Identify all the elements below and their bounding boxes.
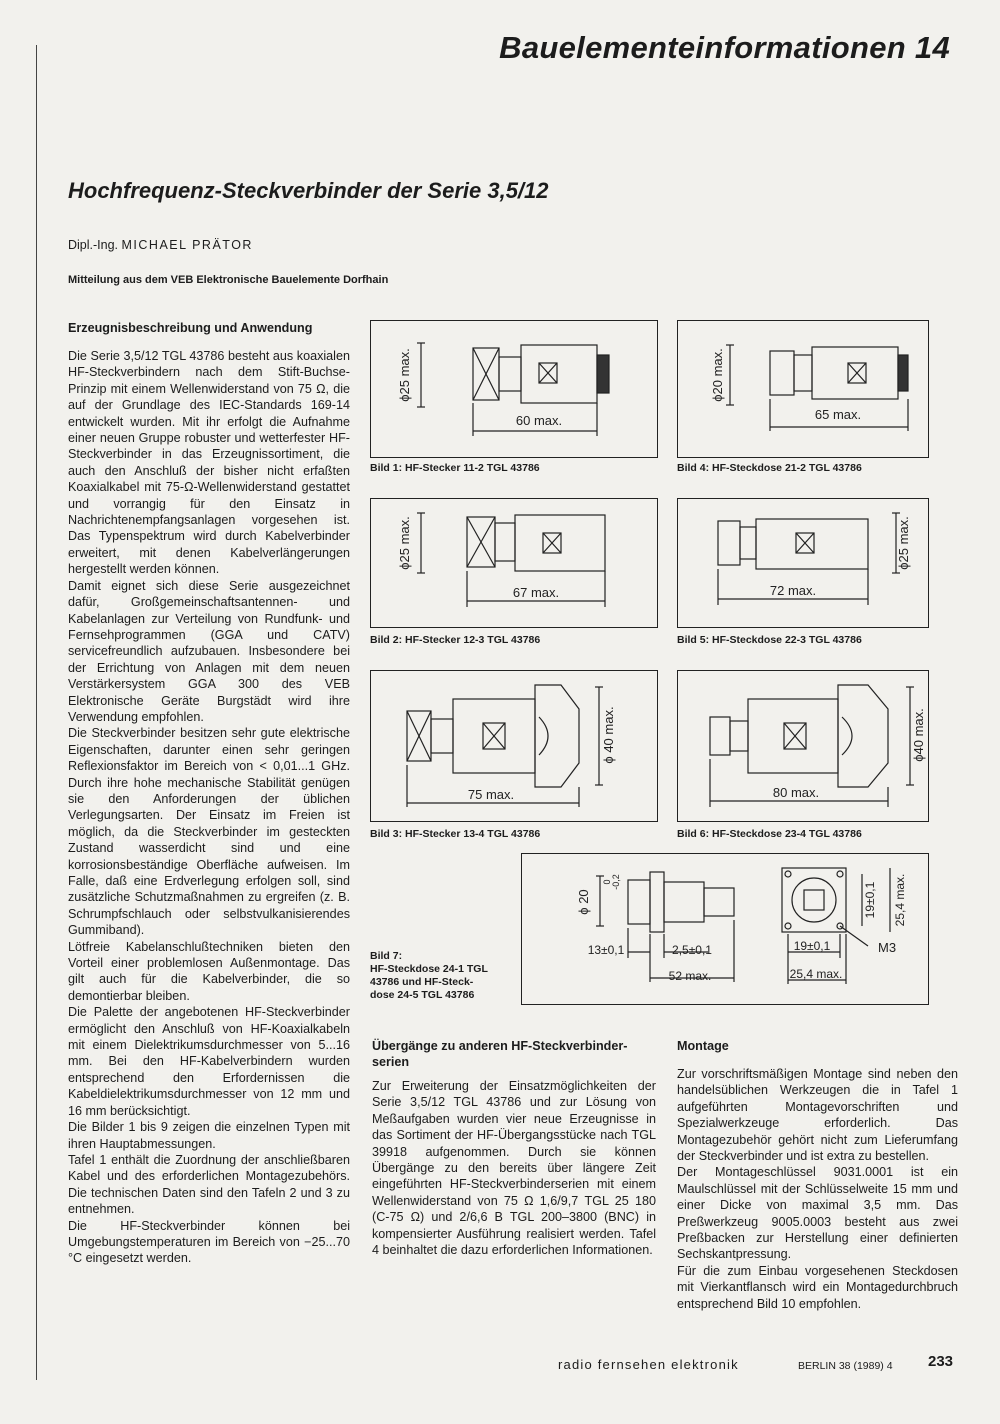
figure-6 bbox=[677, 670, 929, 822]
figure-1-dia-label: ϕ25 max. bbox=[397, 348, 412, 402]
figure-6-dia-label: ϕ40 max. bbox=[911, 708, 926, 762]
figure-4-drawing bbox=[678, 321, 928, 457]
figure-3-drawing bbox=[371, 671, 657, 821]
figure-3-dia-label: ϕ 40 max. bbox=[601, 706, 616, 764]
paragraph: Lötfreie Kabelanschlußtechniken bieten den Vorteil einer problemlosen Außenmontage. Das gilt auch für die Kabelverbinder, die so demontierbar bleiben. bbox=[68, 939, 350, 1003]
paragraph: Der Montageschlüssel 9031.0001 ist ein Maulschlüssel mit der Schlüsselweite 15 mm und einer Dicke von maximal 3,5 mm. Das Preßwerkzeug 9005.0003 besteht aus zwei Preßbacken zur Herstellung einer definierten Sechskantpressung. bbox=[677, 1165, 958, 1262]
figure-6-drawing bbox=[678, 671, 928, 821]
author-name: MICHAEL PRÄTOR bbox=[121, 238, 253, 252]
affiliation: Mitteilung aus dem VEB Elektronische Bauelemente Dorfhain bbox=[68, 274, 389, 286]
figure-2-len-label: 67 max. bbox=[512, 585, 560, 600]
paragraph: Zur Erweiterung der Einsatzmöglichkeiten der Serie 3,5/12 TGL 43786 und zur Lösung von Meßaufgaben wurden vier neue Erzeugnisse in das Sortiment der HF-Übergangsstücke nach TGL 39918 aufgenommen. Durch sie können Übergänge zu den bereits über längere Zeit eingeführten HF-Steckverbinderserien mit einem Wellenwiderstand von 75 Ω 1,6/9,7 TGL 25 180 (C-75 Ω) und 2/6,6 B TGL 200–3800 (BNC) in kompensierter Ausführung realisiert werden. Tafel 4 beinhaltet die dazu erforderlichen Informationen. bbox=[372, 1079, 656, 1258]
figure-7-dim-13: 13±0,1 bbox=[587, 943, 625, 957]
figure-7-tol-upper: 0 bbox=[602, 879, 612, 885]
figure-7-caption-line: HF-Steckdose 24-1 TGL bbox=[370, 963, 488, 975]
figure-2-drawing bbox=[371, 499, 657, 627]
figure-1-len-label: 60 max. bbox=[515, 413, 563, 428]
figure-1 bbox=[370, 320, 658, 458]
figure-3-len-label: 75 max. bbox=[467, 787, 515, 802]
figure-3-caption: Bild 3: HF-Stecker 13-4 TGL 43786 bbox=[370, 828, 541, 840]
left-column bbox=[68, 320, 350, 1267]
figure-7-dim-19-v: 19±0,1 bbox=[863, 881, 877, 919]
figure-1-drawing bbox=[371, 321, 657, 457]
figure-7-dia-label: ϕ 20 bbox=[576, 889, 591, 915]
figure-4-dia-label: ϕ20 max. bbox=[710, 348, 725, 402]
author-line bbox=[68, 238, 253, 252]
section-title: Bauelementeinformationen 14 bbox=[499, 30, 950, 65]
paragraph: Damit eignet sich diese Serie ausgezeichnet dafür, Großgemeinschaftsantennen- und Kabelanlagen zur Verteilung von Rundfunk- und Fernsehprogrammen (GGA und CATV) servicefreundlich aufzubauen. Insbesondere bei der Errichtung von Anlagen mit dem neuen Verstärkersystem GGA 300 des VEB Elektronische Geräte Burgstädt wird ihre Verwendung empfohlen. bbox=[68, 578, 350, 724]
paragraph: Tafel 1 enthält die Zuordnung der anschließbaren Kabel und des erforderlichen Montagezubehörs. Die technischen Daten sind den Tafeln 2 und 3 zu entnehmen. bbox=[68, 1152, 350, 1217]
paragraph: Die HF-Steckverbinder können bei Umgebungstemperaturen im Bereich von −25...70 °C eingesetzt werden. bbox=[68, 1218, 350, 1266]
paragraph: Für die zum Einbau vorgesehenen Steckdosen mit Vierkantflansch wird ein Montagedurchbruch entsprechend Bild 10 empfohlen. bbox=[677, 1263, 958, 1311]
figure-6-len-label: 80 max. bbox=[772, 785, 820, 800]
figure-7-caption-line: Bild 7: bbox=[370, 950, 403, 962]
figure-5 bbox=[677, 498, 929, 628]
footer-journal: radio fernsehen elektronik bbox=[558, 1357, 739, 1372]
figure-7-dim-m3: M3 bbox=[878, 940, 897, 955]
figure-7-dim-19-h: 19±0,1 bbox=[793, 939, 831, 953]
figure-4 bbox=[677, 320, 929, 458]
middle-heading: Übergänge zu anderen HF-Steckverbinder-serien bbox=[372, 1039, 628, 1069]
figure-7-dim-25-4-h: 25,4 max. bbox=[789, 967, 843, 981]
middle-column bbox=[372, 1038, 656, 1258]
author-prefix: Dipl.-Ing. bbox=[68, 238, 119, 252]
figure-5-caption: Bild 5: HF-Steckdose 22-3 TGL 43786 bbox=[677, 634, 862, 646]
figure-7-caption-line: dose 24-5 TGL 43786 bbox=[370, 989, 475, 1001]
figure-5-drawing bbox=[678, 499, 928, 627]
article-title: Hochfrequenz-Steckverbinder der Serie 3,5/12 bbox=[68, 178, 549, 203]
figure-7-caption-line: 43786 und HF-Steck- bbox=[370, 976, 474, 988]
page-number: 233 bbox=[928, 1353, 954, 1370]
paragraph: Die Palette der angebotenen HF-Steckverbinder ermöglicht den Anschluß von HF-Koaxialkabeln mit einem Dielektrikumsdurchmesser von 5...16 mm. Bei den HF-Kabelverbindern wurden entsprechend den Erfordernissen die Kabeldielektrikumsdurchmesser von 12 mm und 16 mm berücksichtigt. bbox=[68, 1005, 350, 1118]
figure-7-tol-lower: -0,2 bbox=[611, 874, 621, 890]
figure-7-dim-2-5: 2,5±0,1 bbox=[672, 943, 712, 957]
figure-3 bbox=[370, 670, 658, 822]
figure-2-dia-label: ϕ25 max. bbox=[397, 516, 412, 570]
paragraph: Zur vorschriftsmäßigen Montage sind neben den handelsüblichen Werkzeugen die in Tafel 1 aufgeführten Montagevorschriften und Spezialwerkzeuge erforderlich. Das Montagezubehör gehört nicht zum Lieferumfang der Steckverbinder und ist extra zu bestellen. bbox=[677, 1067, 958, 1164]
figure-4-caption: Bild 4: HF-Steckdose 21-2 TGL 43786 bbox=[677, 462, 862, 474]
paragraph: Die Steckverbinder besitzen sehr gute elektrische Eigenschaften, darunter einen sehr geringen Reflexionsfaktor im Bereich von < 0,01...1 GHz. Durch ihre hohe mechanische Stabilität genügen sie den Anforderungen der üblichen Verlegungsarten. Der Einsatz im Freien ist möglich, da die Steckverbinder im gesteckten Zustand wasserdicht sind und eine korrosionsbeständige Oberfläche aufweisen. Im Falle, daß eine Erdverlegung erfolgen soll, sind zusätzliche Schutzmaßnahmen zu ergreifen (z. B. Schrumpfschlauch oder selbstvulkanisierendes Gummiband). bbox=[68, 726, 350, 938]
left-heading: Erzeugnisbeschreibung und Anwendung bbox=[68, 321, 313, 335]
figure-6-caption: Bild 6: HF-Steckdose 23-4 TGL 43786 bbox=[677, 828, 862, 840]
footer-issue: BERLIN 38 (1989) 4 bbox=[798, 1360, 893, 1372]
figure-5-len-label: 72 max. bbox=[769, 583, 817, 598]
paragraph: Die Bilder 1 bis 9 zeigen die einzelnen Typen mit ihren Hauptabmessungen. bbox=[68, 1120, 350, 1151]
figure-7-drawing bbox=[522, 854, 928, 1004]
figure-7-dim-25-4-v: 25,4 max. bbox=[893, 873, 907, 927]
figure-7-dim-52: 52 max. bbox=[668, 969, 712, 983]
right-column bbox=[677, 1038, 958, 1312]
figure-5-dia-label: ϕ25 max. bbox=[896, 516, 911, 570]
figure-7 bbox=[521, 853, 929, 1005]
figure-7-caption bbox=[370, 950, 515, 1002]
margin-rule bbox=[36, 45, 37, 1380]
figure-2 bbox=[370, 498, 658, 628]
figure-1-caption: Bild 1: HF-Stecker 11-2 TGL 43786 bbox=[370, 462, 540, 474]
figure-4-len-label: 65 max. bbox=[814, 407, 862, 422]
figure-2-caption: Bild 2: HF-Stecker 12-3 TGL 43786 bbox=[370, 634, 541, 646]
right-heading: Montage bbox=[677, 1039, 729, 1053]
paragraph: Die Serie 3,5/12 TGL 43786 besteht aus koaxialen HF-Steckverbindern nach dem Stift-Buchse-Prinzip mit einem Wellenwiderstand von 75 Ω, die auf der Grundlage des IEC-Standards 169-14 entwickelt wurden. Mit ihr erfolgt die Aufnahme einer neuen Gruppe robuster und wetterfester HF-Steckverbinder in das Erzeugnissortiment, die auch den Anschluß der bisher nicht erfaßten Koaxialkabel mit 75-Ω-Wellenwiderstand gestattet und vorrangig für den Einsatz in Nachrichtenempfangsanlagen vorgesehen ist. Das Typenspektrum wird durch Kabelverbinder erweitert, mit denen Kabelverlängerungen hergestellt werden können. bbox=[68, 349, 350, 577]
